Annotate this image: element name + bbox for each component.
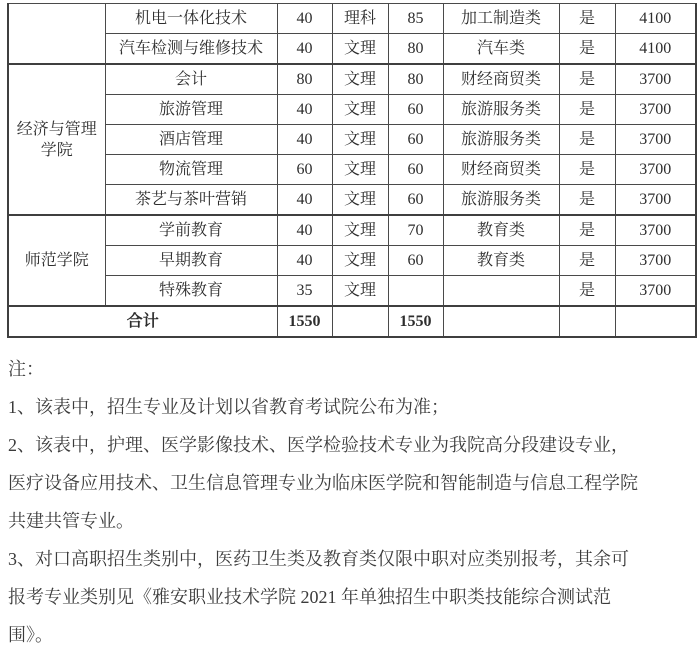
note-line: 报考专业类别见《雅安职业技术学院 2021 年单独招生中职类技能综合测试范 [8, 587, 611, 607]
cell-fee: 3700 [615, 95, 696, 125]
cell-total-category [443, 306, 559, 337]
cell-category: 汽车类 [443, 34, 559, 65]
cell-fee: 3700 [615, 215, 696, 246]
table-row [8, 246, 696, 276]
cell-total-score: 1550 [388, 306, 443, 337]
table-row [8, 64, 696, 95]
cell-category: 教育类 [443, 246, 559, 276]
note-line: 共建共管专业。 [8, 511, 134, 531]
cell-score: 85 [388, 4, 443, 34]
cell-score: 80 [388, 34, 443, 65]
cell-category: 旅游服务类 [443, 125, 559, 155]
cell-score: 60 [388, 246, 443, 276]
note-line: 2、该表中，护理、医学影像技术、医学检验技术专业为我院高分段建设专业， [8, 435, 629, 455]
cell-plan: 40 [277, 185, 332, 216]
table-row [8, 4, 696, 34]
note-line: 3、对口高职招生类别中，医药卫生类及教育类仅限中职对应类别报考，其余可 [8, 549, 629, 569]
table-row [8, 185, 696, 216]
cell-dorm: 是 [559, 64, 615, 95]
cell-dorm: 是 [559, 276, 615, 307]
cell-category: 旅游服务类 [443, 185, 559, 216]
cell-major: 学前教育 [105, 215, 277, 246]
cell-major: 酒店管理 [105, 125, 277, 155]
cell-dorm: 是 [559, 125, 615, 155]
cell-total-label: 合计 [8, 306, 277, 337]
table-row [8, 215, 696, 246]
cell-subject: 文理 [332, 34, 388, 65]
cell-dorm: 是 [559, 4, 615, 34]
cell-major: 汽车检测与维修技术 [105, 34, 277, 65]
cell-major: 会计 [105, 64, 277, 95]
total-row [8, 306, 696, 337]
cell-fee: 3700 [615, 64, 696, 95]
table-row [8, 34, 696, 65]
cell-dorm: 是 [559, 155, 615, 185]
cell-plan: 35 [277, 276, 332, 307]
cell-dorm: 是 [559, 185, 615, 216]
cell-fee: 3700 [615, 246, 696, 276]
cell-score: 60 [388, 125, 443, 155]
cell-major: 茶艺与茶叶营销 [105, 185, 277, 216]
cell-total-subject [332, 306, 388, 337]
cell-college: 师范学院 [8, 215, 105, 306]
cell-score: 60 [388, 185, 443, 216]
cell-fee: 4100 [615, 4, 696, 34]
cell-subject: 文理 [332, 185, 388, 216]
cell-fee: 3700 [615, 155, 696, 185]
cell-category: 财经商贸类 [443, 155, 559, 185]
cell-subject: 文理 [332, 64, 388, 95]
cell-major: 机电一体化技术 [105, 4, 277, 34]
admission-plan-table [7, 3, 697, 338]
cell-major: 早期教育 [105, 246, 277, 276]
cell-plan: 40 [277, 246, 332, 276]
cell-plan: 40 [277, 215, 332, 246]
table-row [8, 155, 696, 185]
cell-subject: 文理 [332, 276, 388, 307]
cell-category: 教育类 [443, 215, 559, 246]
note-line: 1、该表中，招生专业及计划以省教育考试院公布为准； [8, 397, 449, 417]
cell-score [388, 276, 443, 307]
cell-score: 60 [388, 95, 443, 125]
table-row [8, 125, 696, 155]
cell-subject: 文理 [332, 215, 388, 246]
cell-score: 60 [388, 155, 443, 185]
note-line: 医疗设备应用技术、卫生信息管理专业为临床医学院和智能制造与信息工程学院 [8, 473, 638, 493]
cell-dorm: 是 [559, 95, 615, 125]
notes-section [8, 350, 696, 654]
cell-subject: 文理 [332, 125, 388, 155]
cell-college: 经济与管理学院 [8, 64, 105, 215]
table-row [8, 95, 696, 125]
cell-score: 70 [388, 215, 443, 246]
cell-score: 80 [388, 64, 443, 95]
cell-subject: 理科 [332, 4, 388, 34]
cell-plan: 80 [277, 64, 332, 95]
cell-subject: 文理 [332, 95, 388, 125]
cell-fee: 3700 [615, 125, 696, 155]
cell-fee: 4100 [615, 34, 696, 65]
cell-dorm: 是 [559, 215, 615, 246]
cell-total-dorm [559, 306, 615, 337]
cell-plan: 40 [277, 95, 332, 125]
cell-major: 物流管理 [105, 155, 277, 185]
cell-category: 旅游服务类 [443, 95, 559, 125]
cell-category: 加工制造类 [443, 4, 559, 34]
table-row [8, 276, 696, 307]
cell-subject: 文理 [332, 246, 388, 276]
cell-subject: 文理 [332, 155, 388, 185]
cell-fee: 3700 [615, 276, 696, 307]
cell-plan: 40 [277, 125, 332, 155]
cell-dorm: 是 [559, 34, 615, 65]
cell-plan: 60 [277, 155, 332, 185]
cell-college [8, 4, 105, 65]
note-line: 围》。 [8, 625, 53, 645]
cell-major: 特殊教育 [105, 276, 277, 307]
cell-category [443, 276, 559, 307]
cell-plan: 40 [277, 4, 332, 34]
cell-total-fee [615, 306, 696, 337]
cell-major: 旅游管理 [105, 95, 277, 125]
cell-fee: 3700 [615, 185, 696, 216]
cell-plan: 40 [277, 34, 332, 65]
cell-total-plan: 1550 [277, 306, 332, 337]
cell-dorm: 是 [559, 246, 615, 276]
cell-category: 财经商贸类 [443, 64, 559, 95]
notes-heading: 注： [8, 359, 44, 379]
